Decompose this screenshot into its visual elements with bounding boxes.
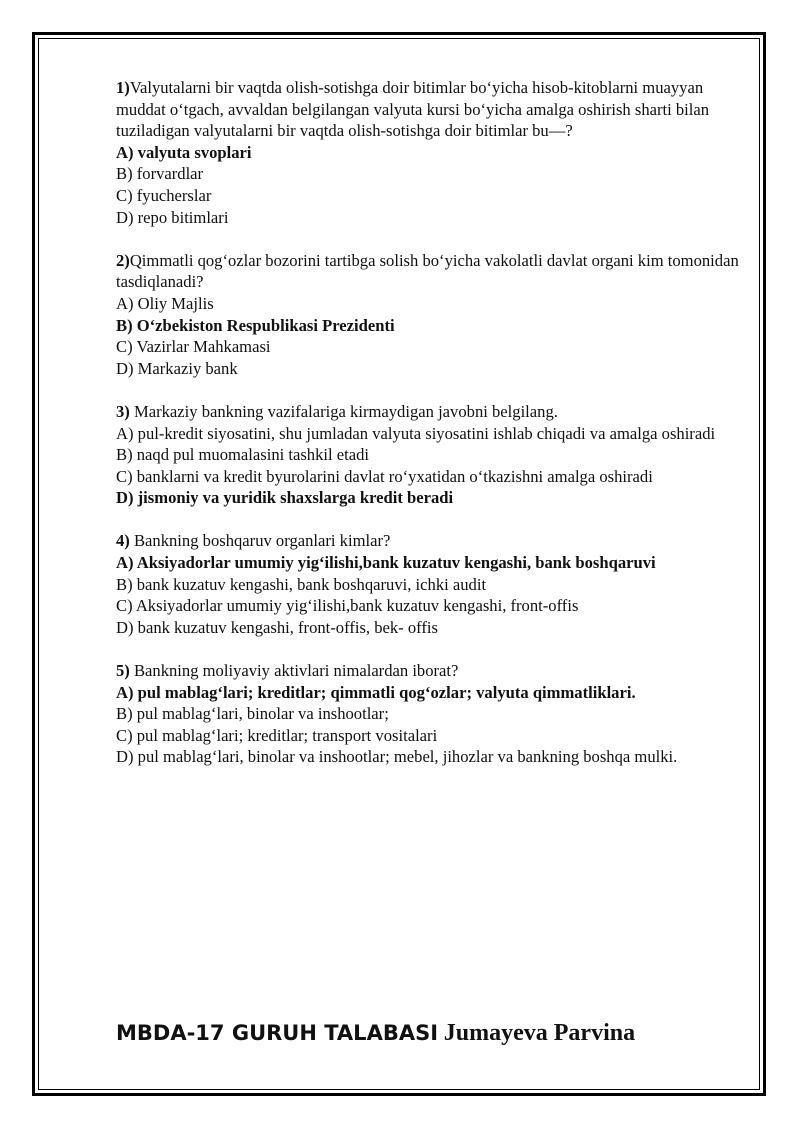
answer-option: B) naqd pul muomalasini tashkil etadi (116, 445, 370, 465)
answer-option: D) bank kuzatuv kengashi, front-offis, bek- offis (116, 617, 438, 637)
question-5 (116, 660, 746, 768)
question-2 (116, 250, 746, 380)
question-number: 5) (116, 661, 130, 681)
question-list (116, 77, 746, 790)
question-text: Bankning boshqaruv organlari kimlar? (129, 531, 391, 551)
question-stem (116, 401, 746, 423)
question-1 (116, 77, 746, 228)
question-stem (116, 77, 746, 142)
answer-option-correct: A) Aksiyadorlar umumiy yig‘ilishi,bank kuzatuv kengashi, bank boshqaruvi (116, 553, 656, 573)
answer-option-correct: A) valyuta svoplari (116, 142, 252, 162)
answer-option: C) banklarni va kredit byurolarini davlat ro‘yxatidan o‘tkazishni amalga oshiradi (116, 466, 653, 486)
answer-option: D) Markaziy bank (116, 358, 238, 378)
answer-option: B) pul mablag‘lari, binolar va inshootlar; (116, 704, 389, 724)
question-3 (116, 401, 746, 509)
answer-option: B) bank kuzatuv kengashi, bank boshqaruvi, ichki audit (116, 574, 487, 594)
answer-option-correct: B) O‘zbekiston Respublikasi Prezidenti (116, 315, 395, 335)
question-stem (116, 530, 746, 552)
answer-option-correct: A) pul mablag‘lari; kreditlar; qimmatli qog‘ozlar; valyuta qimmatliklari. (116, 682, 636, 702)
answer-option: A) Oliy Majlis (116, 293, 214, 313)
answer-option: D) repo bitimlari (116, 207, 229, 227)
answer-option-correct: D) jismoniy va yuridik shaxslarga kredit beradi (116, 488, 454, 508)
answer-option: C) fyucherslar (116, 185, 212, 205)
question-text: Valyutalarni bir vaqtda olish-sotishga doir bitimlar bo‘yicha hisob-kitoblarni muayyan muddat o‘tgach, avvaldan belgilangan valyuta kursi bo‘yicha amalga oshirish sharti bilan tuziladigan valyutalarni bir vaqtda olish-sotishga doir bitimlar bu—? (116, 78, 710, 141)
answer-option: C) Aksiyadorlar umumiy yig‘ilishi,bank kuzatuv kengashi, front-offis (116, 596, 579, 616)
question-text: Markaziy bankning vazifalariga kirmaydigan javobni belgilang. (129, 401, 558, 421)
question-number: 4) (116, 531, 130, 551)
question-text: Bankning moliyaviy aktivlari nimalardan iborat? (129, 661, 459, 681)
question-4 (116, 530, 746, 638)
question-stem (116, 660, 746, 682)
question-number: 3) (116, 401, 130, 421)
group-label: MBDA-17 GURUH TALABASI (116, 1021, 439, 1045)
answer-option: C) pul mablag‘lari; kreditlar; transport vositalari (116, 725, 438, 745)
answer-option: D) pul mablag‘lari, binolar va inshootlar; mebel, jihozlar va bankning boshqa mulki. (116, 747, 678, 767)
question-number: 2) (116, 250, 130, 270)
author-signature (116, 1016, 756, 1050)
question-text: Qimmatli qog‘ozlar bozorini tartibga solish bo‘yicha vakolatli davlat organi kim tomonidan tasdiqlanadi? (116, 250, 739, 292)
question-stem (116, 250, 746, 293)
answer-option: C) Vazirlar Mahkamasi (116, 337, 271, 357)
question-number: 1) (116, 78, 130, 97)
student-name: Jumayeva Parvina (443, 1020, 636, 1046)
answer-option: A) pul-kredit siyosatini, shu jumladan valyuta siyosatini ishlab chiqadi va amalga oshiradi (116, 423, 716, 443)
answer-option: B) forvardlar (116, 164, 204, 184)
